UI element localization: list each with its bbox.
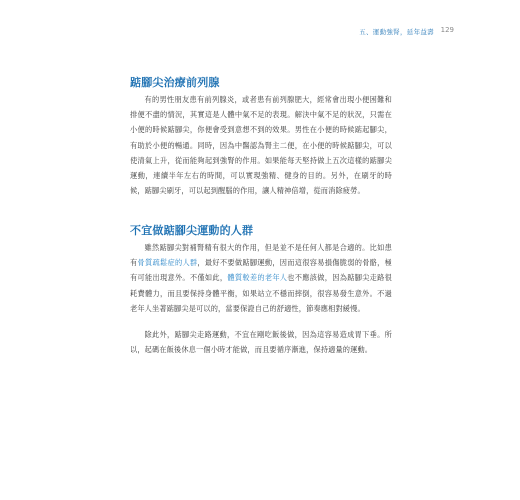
highlight-elderly: 體質較差的老年人	[227, 273, 288, 283]
section-title-unsuitable-groups: 不宜做踮腳尖運動的人群	[130, 224, 254, 237]
section-title-tiptoe-prostate: 踮腳尖治療前列腺	[130, 76, 220, 89]
page-number: 129	[440, 26, 454, 34]
text-run: 也不應該做，因為踮腳尖走路很耗費體力，而且要保持身體平衡，如果站立不穩而摔倒，很容易發生意外。不過老年人坐著踮腳尖是可以的，當要保證自己的舒適性，節奏應相對緩慢。	[130, 273, 393, 313]
paragraph-tiptoe-prostate: 有的男性朋友患有前列腺炎，或者患有前列腺肥大，經常會出現小便困難和排便不盡的情況，其實這是人體中氣不足的表現。解決中氣不足的狀況，只需在小便的時候踮腳尖，你便會受到意想不到的效果。男性在小便的時候踮起腳尖，有助於小便的暢通。同時，因為中醫認為腎主二便，在小便的時候踮腳尖，可以使清氣上升，從而能夠起到強腎的作用。如果能每天堅持做上五次這樣的踮腳尖運動，連續半年左右的時間，可以實現強精、健身的目的。另外，在刷牙的時候，踮腳尖刷牙，可以起到醒腦的作用，讓人精神倍增，從而消除疲勞。	[130, 95, 392, 196]
highlight-osteoporosis: 骨質疏鬆症的人群	[137, 258, 198, 268]
paragraph-after-meal: 除此外，踮腳尖走路運動，不宜在剛吃飯後做，因為這容易造成胃下垂。所以，起碼在飯後休息一個小時才能做，而且要循序漸進，保持適量的運動。	[130, 330, 392, 355]
text-run: 雖然踮腳尖對補腎精有很大的作用，但是並不是任何人都是合適的。比如患有	[130, 243, 392, 268]
running-header: 五、運動強腎，延年益壽	[359, 28, 434, 36]
text-run: ，最好不要做踮腳運動，因而這很容易損傷脆弱的骨骼，極有可能出現意外。不僅如此，	[130, 258, 393, 283]
paragraph-unsuitable-groups	[130, 240, 392, 316]
